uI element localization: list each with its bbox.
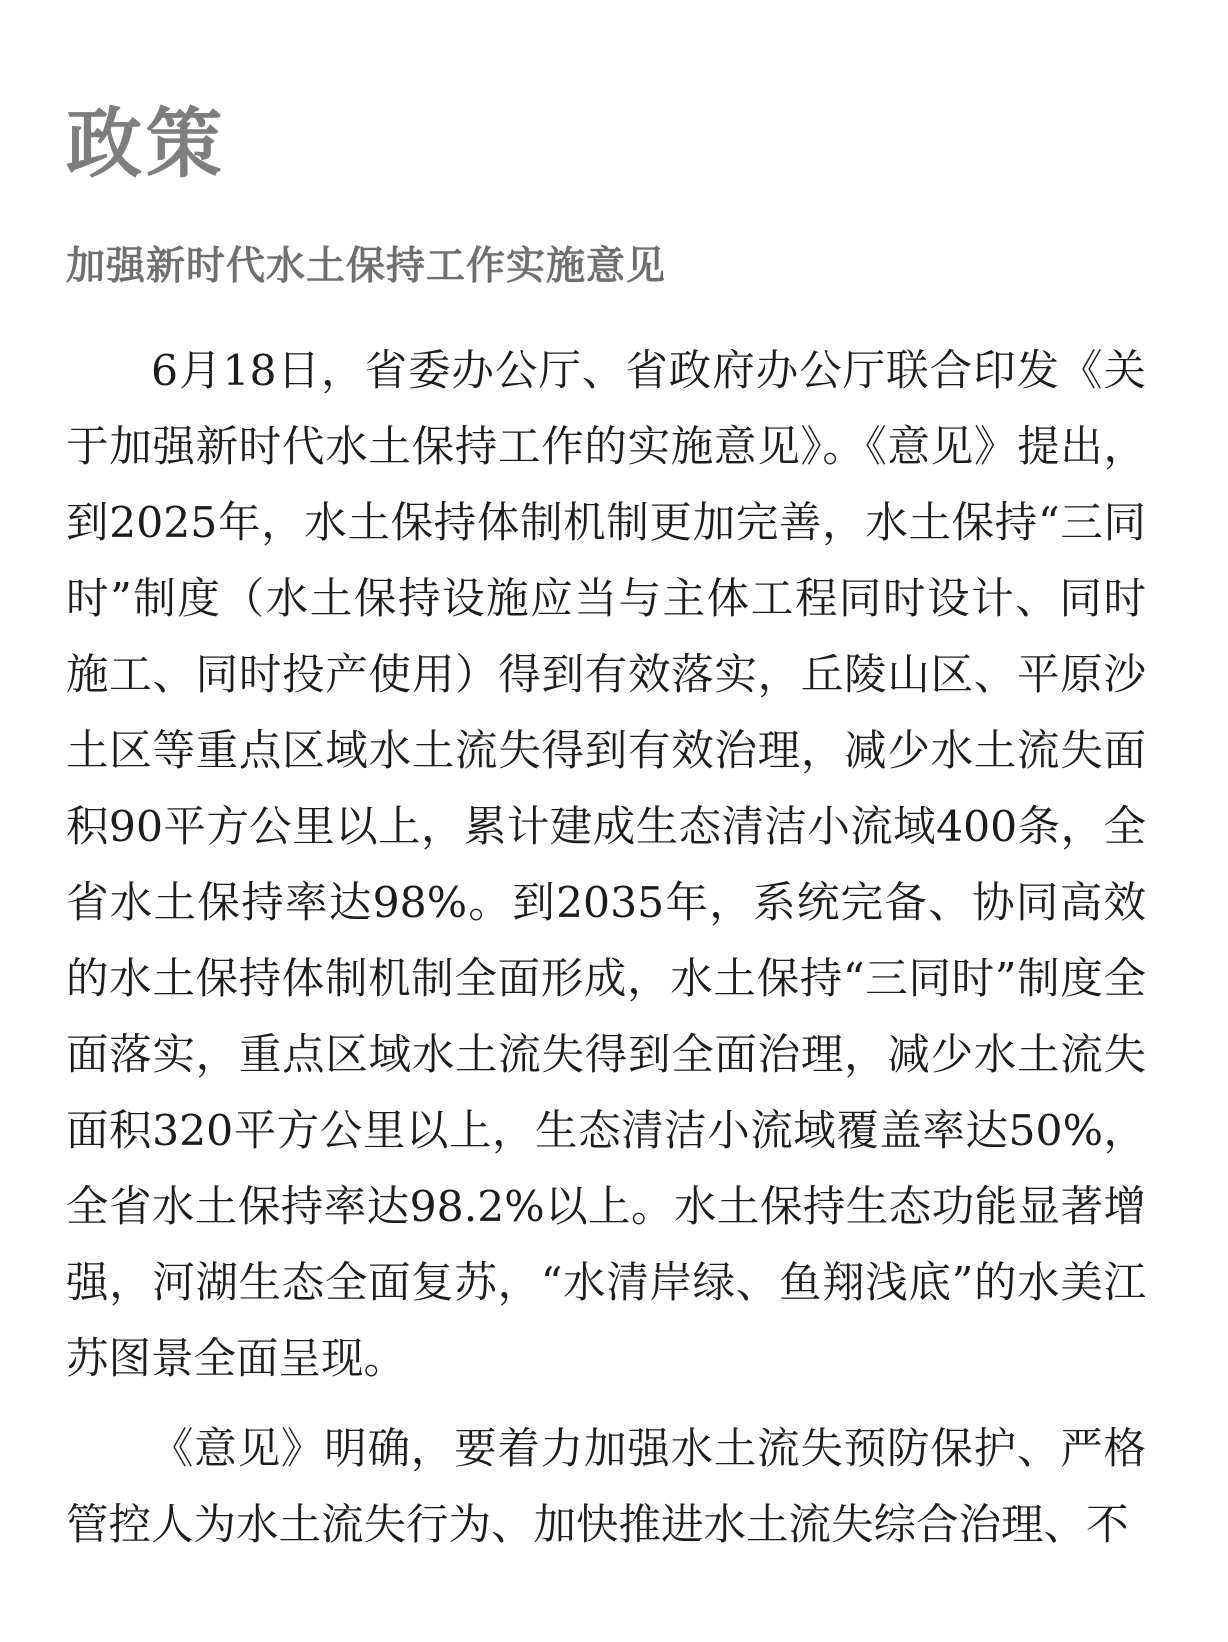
- section-title: 政策: [66, 99, 226, 188]
- article-headline: 加强新时代水土保持工作实施意见: [66, 243, 667, 289]
- article-paragraph-2: 《意见》明确，要着力加强水土流失预防保护、严格管控人为水土流失行为、加快推进水土流失综合治理、不: [66, 1425, 1146, 1550]
- article-body: [66, 334, 1146, 1564]
- article-paragraph-1: 6月18日，省委办公厅、省政府办公厅联合印发《关于加强新时代水土保持工作的实施意见》。《意见》提出，到2025年，水土保持体制机制更加完善，水土保持“三同时”制度（水土保持设施应当与主体工程同时设计、同时施工、同时投产使用）得到有效落实，丘陵山区、平原沙土区等重点区域水土流失得到有效治理，减少水土流失面积90平方公里以上，累计建成生态清洁小流域400条，全省水土保持率达98%。到2035年，系统完备、协同高效的水土保持体制机制全面形成，水土保持“三同时”制度全面落实，重点区域水土流失得到全面治理，减少水土流失面积320平方公里以上，生态清洁小流域覆盖率达50%，全省水土保持率达98.2%以上。水土保持生态功能显著增强，河湖生态全面复苏，“水清岸绿、鱼翔浅底”的水美江苏图景全面呈现。: [66, 347, 1146, 1384]
